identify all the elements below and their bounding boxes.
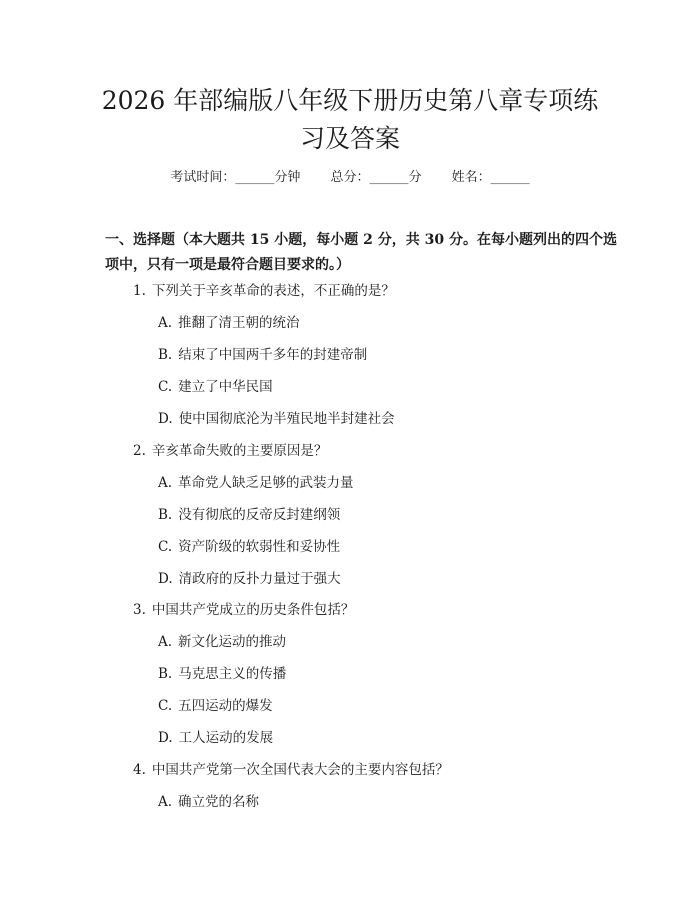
- total-score-field: [330, 168, 421, 188]
- exam-time-blank: ______: [235, 170, 275, 185]
- question-3-option-b: [158, 664, 286, 684]
- question-2-option-b: [158, 505, 340, 525]
- question-3: [133, 600, 354, 620]
- question-text: 中国共产党成立的历史条件包括？: [151, 602, 355, 618]
- question-number: 4.: [133, 762, 146, 778]
- option-text: 五四运动的爆发: [178, 698, 273, 714]
- option-letter: B.: [158, 507, 173, 523]
- option-text: 使中国彻底沦为半殖民地半封建社会: [178, 411, 395, 427]
- total-score-unit: 分: [408, 170, 422, 185]
- option-letter: D.: [158, 571, 173, 587]
- option-text: 革命党人缺乏足够的武装力量: [178, 475, 354, 491]
- question-2: [133, 441, 327, 461]
- option-letter: A.: [158, 315, 173, 331]
- question-number: 2.: [133, 443, 146, 459]
- option-letter: C.: [158, 379, 173, 395]
- question-text: 辛亥革命失败的主要原因是？: [151, 443, 328, 459]
- question-text: 中国共产党第一次全国代表大会的主要内容包括？: [151, 762, 449, 778]
- option-letter: A.: [158, 794, 173, 810]
- option-text: 建立了中华民国: [178, 379, 273, 395]
- option-text: 马克思主义的传播: [178, 666, 287, 682]
- option-letter: B.: [158, 666, 173, 682]
- question-2-option-d: [158, 569, 341, 589]
- total-score-label: 总分：: [330, 170, 370, 185]
- option-text: 资产阶级的软弱性和妥协性: [178, 539, 341, 555]
- option-text: 清政府的反扑力量过于强大: [178, 571, 341, 587]
- name-label: 姓名：: [451, 170, 491, 185]
- option-text: 确立党的名称: [178, 794, 260, 810]
- question-3-option-d: [158, 728, 273, 748]
- question-number: 3.: [133, 602, 146, 618]
- section-heading-choice: 一、选择题（本大题共 15 小题，每小题 2 分，共 30 分。在每小题列出的四个选项中，只有一项是最符合题目要求的。）: [105, 232, 617, 273]
- total-score-blank: ______: [369, 170, 409, 185]
- option-letter: D.: [158, 730, 173, 746]
- question-4: [133, 760, 449, 780]
- option-text: 推翻了清王朝的统治: [178, 315, 300, 331]
- option-text: 没有彻底的反帝反封建纲领: [178, 507, 341, 523]
- question-4-option-a: [158, 792, 259, 812]
- name-blank: ______: [490, 170, 530, 185]
- question-2-option-c: [158, 537, 340, 557]
- exam-time-field: [170, 168, 300, 188]
- question-1-option-c: [158, 377, 273, 397]
- option-letter: B.: [158, 347, 173, 363]
- option-letter: C.: [158, 539, 173, 555]
- option-text: 结束了中国两千多年的封建帝制: [178, 347, 368, 363]
- option-text: 工人运动的发展: [178, 730, 274, 746]
- exam-info-line: [0, 168, 700, 188]
- question-text: 下列关于辛亥革命的表述，不正确的是？: [151, 283, 395, 299]
- question-1-option-a: [158, 313, 300, 333]
- question-3-option-c: [158, 696, 273, 716]
- exam-time-label: 考试时间：: [170, 170, 236, 185]
- option-letter: C.: [158, 698, 173, 714]
- option-letter: D.: [158, 411, 173, 427]
- question-3-option-a: [158, 632, 286, 652]
- option-letter: A.: [158, 634, 173, 650]
- question-number: 1.: [133, 283, 146, 299]
- question-2-option-a: [158, 473, 354, 493]
- question-1-option-b: [158, 345, 367, 365]
- document-title: 2026 年部编版八年级下册历史第八章专项练习及答案: [101, 86, 599, 153]
- option-text: 新文化运动的推动: [178, 634, 287, 650]
- question-1: [133, 281, 395, 301]
- option-letter: A.: [158, 475, 173, 491]
- exam-time-unit: 分钟: [274, 170, 301, 185]
- question-1-option-d: [158, 409, 395, 429]
- name-field: [452, 168, 530, 188]
